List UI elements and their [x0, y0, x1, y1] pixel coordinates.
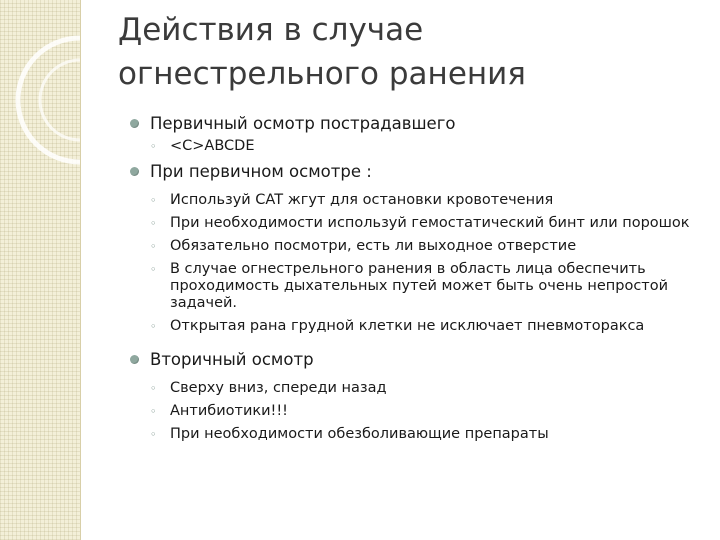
list-item — [130, 318, 705, 335]
section-heading-text: Первичный осмотр пострадавшего — [150, 114, 456, 133]
filled-circle-bullet-icon — [130, 355, 139, 364]
side-band-edge — [80, 0, 81, 540]
list-item-text: В случае огнестрельного ранения в область лица обеспечить проходимость дыхательных путей может быть очень непростой задачей. — [170, 261, 669, 311]
hollow-circle-bullet-icon: ◦ — [150, 240, 157, 253]
filled-circle-bullet-icon — [130, 167, 139, 176]
slide-title-line-2: огнестрельного ранения — [118, 56, 526, 92]
section-heading-during-primary-exam — [130, 161, 705, 183]
section-heading-secondary-exam — [130, 349, 705, 371]
list-item-text: Обязательно посмотри, есть ли выходное отверстие — [170, 238, 577, 254]
list-item-text: При необходимости обезболивающие препараты — [170, 426, 549, 442]
hollow-circle-bullet-icon: ◦ — [150, 194, 157, 207]
hollow-circle-bullet-icon: ◦ — [150, 140, 157, 153]
hollow-circle-bullet-icon: ◦ — [150, 405, 157, 418]
filled-circle-bullet-icon — [130, 119, 139, 128]
list-item — [130, 215, 705, 232]
hollow-circle-bullet-icon: ◦ — [150, 428, 157, 441]
decorative-side-band — [0, 0, 80, 540]
list-item — [130, 426, 705, 443]
list-item — [130, 261, 705, 312]
slide-title-line-1: Действия в случае — [118, 12, 424, 48]
hollow-circle-bullet-icon: ◦ — [150, 263, 157, 276]
list-item — [130, 238, 705, 255]
list-item-text: Используй CAT жгут для остановки кровотечения — [170, 192, 554, 208]
section-heading-text: Вторичный осмотр — [150, 350, 314, 369]
list-item — [130, 403, 705, 420]
section-heading-text: При первичном осмотре : — [150, 162, 372, 181]
list-item-text: <C>ABCDE — [170, 138, 255, 154]
hollow-circle-bullet-icon: ◦ — [150, 217, 157, 230]
list-item-text: Антибиотики!!! — [170, 403, 288, 419]
list-item-text: Открытая рана грудной клетки не исключает пневмоторакса — [170, 318, 645, 334]
section-heading-primary-exam — [130, 113, 705, 135]
list-item-text: При необходимости используй гемостатический бинт или порошок — [170, 215, 690, 231]
list-item — [130, 380, 705, 397]
slide-title — [118, 8, 698, 96]
hollow-circle-bullet-icon: ◦ — [150, 320, 157, 333]
list-item — [130, 138, 705, 155]
list-item — [130, 192, 705, 209]
list-item-text: Сверху вниз, спереди назад — [170, 380, 387, 396]
decorative-circles — [0, 0, 80, 540]
slide-content — [130, 113, 705, 449]
hollow-circle-bullet-icon: ◦ — [150, 382, 157, 395]
